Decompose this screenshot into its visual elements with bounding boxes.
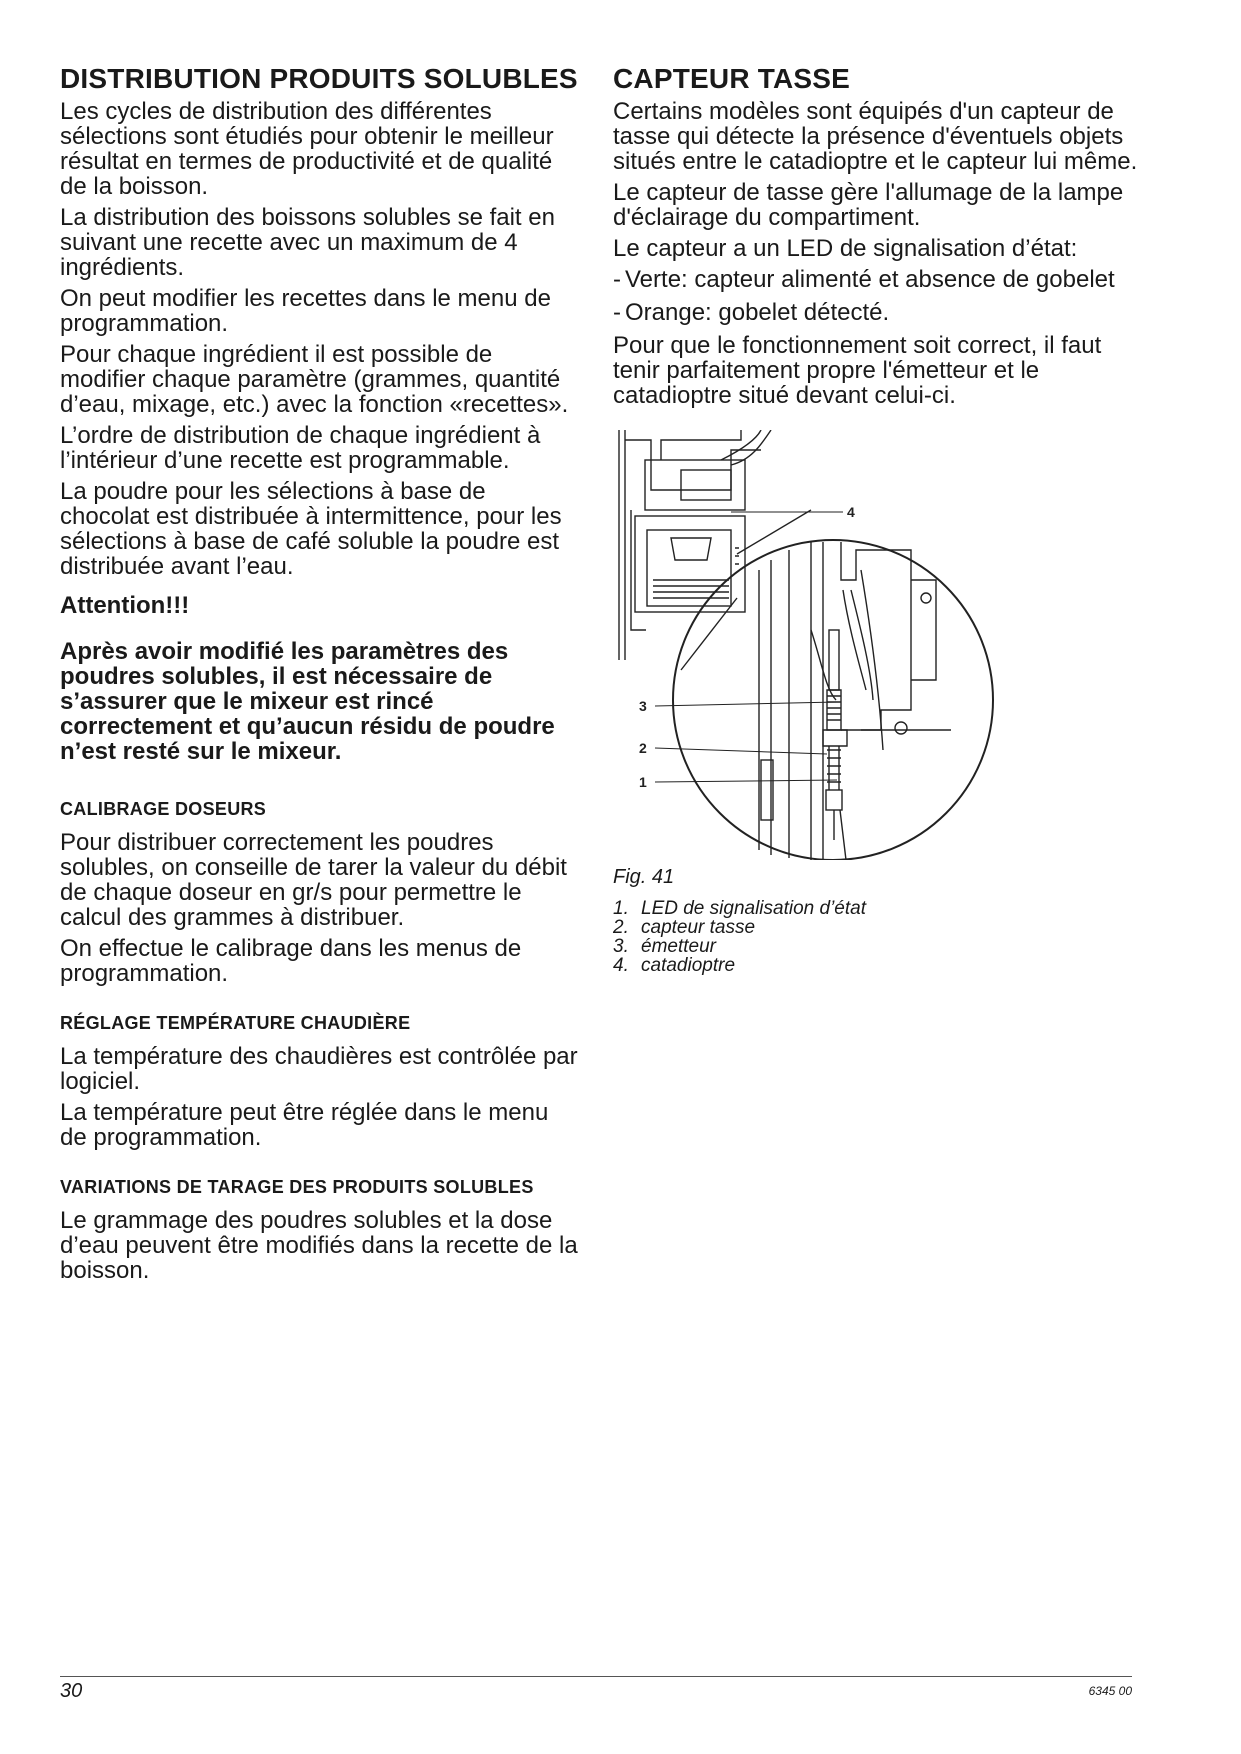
paragraph: Le capteur de tasse gère l'allumage de la lampe d'éclairage du compartiment. xyxy=(613,179,1124,231)
paragraph: On peut modifier les recettes dans le menu de programmation. xyxy=(60,285,551,337)
reglage-section xyxy=(60,1008,580,1150)
left-column xyxy=(60,63,580,1305)
callout-label: 3 xyxy=(639,698,647,714)
sensor-illustration xyxy=(611,430,1151,860)
callout-label: 4 xyxy=(847,504,855,520)
attention-warning: Après avoir modifié les paramètres des poudres solubles, il est nécessaire de s’assurer que le mixeur est rincé correctement et qu’aucun résidu de poudre n’est resté sur le mixeur. xyxy=(60,638,555,765)
list-item-text: Verte: capteur alimenté et absence de gobelet xyxy=(625,266,1115,293)
paragraph: Le grammage des poudres solubles et la dose d’eau peuvent être modifiés dans la recette de la boisson. xyxy=(60,1207,578,1284)
section-title-capteur: CAPTEUR TASSE xyxy=(613,63,850,94)
legend-item: 2. capteur tasse xyxy=(613,917,756,938)
status-list xyxy=(613,267,1143,325)
paragraph: La poudre pour les sélections à base de chocolat est distribuée à intermittence, pour les sélections à base de café soluble la poudre est distribuée avant l’eau. xyxy=(60,478,562,580)
paragraph: Le capteur a un LED de signalisation d’état: xyxy=(613,235,1078,262)
paragraph: Certains modèles sont équipés d'un capteur de tasse qui détecte la présence d'éventuels objets situés entre le catadioptre et le capteur lui même. xyxy=(613,98,1138,175)
paragraph: Pour que le fonctionnement soit correct, il faut tenir parfaitement propre l'émetteur et le catadioptre situé devant celui-ci. xyxy=(613,332,1102,409)
list-item: - Verte: capteur alimenté et absence de gobelet xyxy=(613,266,1115,293)
callout-label: 2 xyxy=(639,740,647,756)
figure-caption: Fig. 41 xyxy=(613,866,675,888)
calibrage-section xyxy=(60,794,580,986)
page-number: 30 xyxy=(60,1680,83,1702)
figure-legend xyxy=(613,899,1143,975)
paragraph: On effectue le calibrage dans les menus de programmation. xyxy=(60,935,522,987)
list-item-text: Orange: gobelet détecté. xyxy=(625,299,890,326)
reglage-heading: RÉGLAGE TEMPÉRATURE CHAUDIÈRE xyxy=(60,1013,411,1033)
variations-heading: VARIATIONS DE TARAGE DES PRODUITS SOLUBLES xyxy=(60,1177,534,1197)
legend-item: 1. LED de signalisation d’état xyxy=(613,898,866,919)
paragraph: L’ordre de distribution de chaque ingrédient à l’intérieur d’une recette est programmable. xyxy=(60,422,541,474)
right-column xyxy=(613,63,1143,976)
callout-label: 1 xyxy=(639,774,647,790)
legend-item: 3. émetteur xyxy=(613,936,716,957)
attention-title: Attention!!! xyxy=(60,592,190,619)
legend-item: 4. catadioptre xyxy=(613,955,736,976)
variations-section xyxy=(60,1172,580,1283)
list-item: - Orange: gobelet détecté. xyxy=(613,299,890,326)
section-title-distribution: DISTRIBUTION PRODUITS SOLUBLES xyxy=(60,63,578,94)
paragraph: La température peut être réglée dans le menu de programmation. xyxy=(60,1099,549,1151)
cup-sensor-drawing xyxy=(611,430,1151,860)
document-code: 6345 00 xyxy=(1088,1684,1132,1698)
paragraph: Pour chaque ingrédient il est possible de modifier chaque paramètre (grammes, quantité d’eau, mixage, etc.) avec la fonction «recettes». xyxy=(60,341,569,418)
calibrage-heading: CALIBRAGE DOSEURS xyxy=(60,799,267,819)
paragraph: Pour distribuer correctement les poudres solubles, on conseille de tarer la valeur du débit de chaque doseur en gr/s pour permettre le calcul des grammes à distribuer. xyxy=(60,829,567,931)
paragraph: La distribution des boissons solubles se fait en suivant une recette avec un maximum de 4 ingrédients. xyxy=(60,204,555,281)
paragraph: La température des chaudières est contrôlée par logiciel. xyxy=(60,1043,578,1095)
footer-divider xyxy=(60,1676,1132,1677)
paragraph: Les cycles de distribution des différentes sélections sont étudiés pour obtenir le meilleur résultat en termes de productivité et de qualité de la boisson. xyxy=(60,98,554,200)
